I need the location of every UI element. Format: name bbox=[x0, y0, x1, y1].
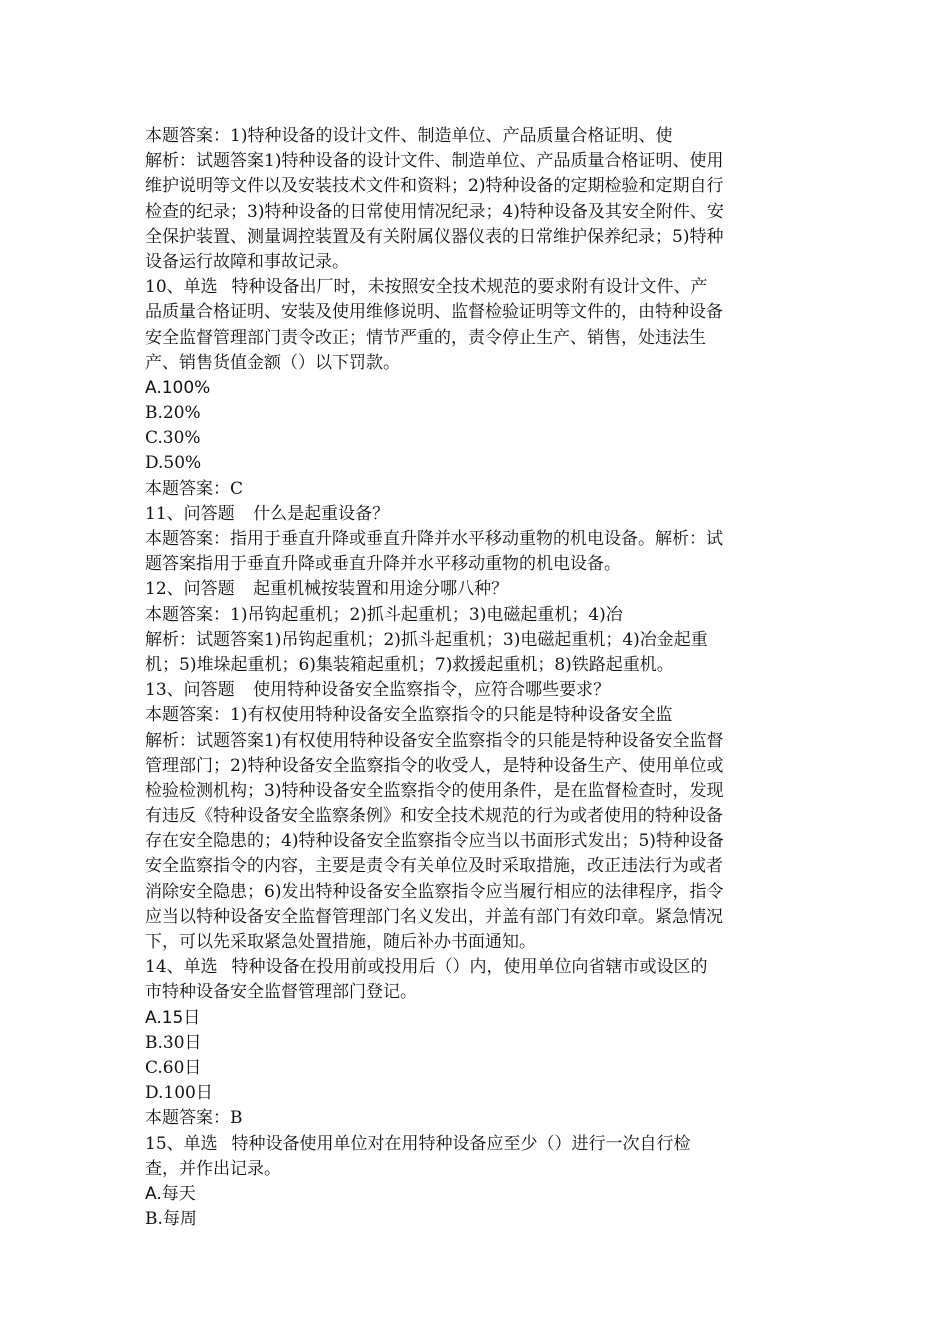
option-b: B.每周 bbox=[145, 1209, 197, 1230]
answer-line: 本题答案：指用于垂直升降或垂直升降并水平移动重物的机电设备。解析：试 bbox=[145, 529, 723, 549]
option-d: D.50% bbox=[145, 453, 202, 474]
option-c: C.30% bbox=[145, 428, 201, 449]
explanation-line: 存在安全隐患的；4)特种设备安全监察指令应当以书面形式发出；5)特种设备 bbox=[145, 831, 724, 852]
option-a: A.每天 bbox=[145, 1183, 196, 1204]
explanation-line: 下，可以先采取紧急处置措施，随后补办书面通知。 bbox=[145, 932, 536, 952]
explanation-line: 解析：试题答案1)吊钩起重机；2)抓斗起重机；3)电磁起重机；4)冶金起重 bbox=[145, 629, 708, 650]
answer-line: 本题答案：1)吊钩起重机；2)抓斗起重机；3)电磁起重机；4)冶 bbox=[145, 604, 623, 625]
question-12-line: 12、问答题 起重机械按装置和用途分哪八种？ bbox=[145, 579, 509, 600]
answer-line: 题答案指用于垂直升降或垂直升降并水平移动重物的机电设备。 bbox=[145, 554, 621, 575]
document-body bbox=[145, 124, 805, 1232]
option-b: B.30日 bbox=[145, 1032, 202, 1053]
explanation-line: 全保护装置、测量调控装置及有关附属仪器仪表的日常维护保养纪录；5)特种 bbox=[145, 226, 724, 247]
question-15-line: 查，并作出记录。 bbox=[145, 1158, 281, 1179]
explanation-line: 解析：试题答案1)有权使用特种设备安全监察指令的只能是特种设备安全监督 bbox=[145, 730, 724, 751]
question-10-line: 产、销售货值金额（）以下罚款。 bbox=[145, 352, 400, 373]
answer-line: 本题答案：1)特种设备的设计文件、制造单位、产品质量合格证明、使 bbox=[145, 126, 673, 146]
question-10-line: 品质量合格证明、安装及使用维修说明、监督检验证明等文件的，由特种设备 bbox=[145, 302, 723, 323]
explanation-line: 维护说明等文件以及安装技术文件和资料；2)特种设备的定期检验和定期自行 bbox=[145, 176, 724, 197]
option-d: D.100日 bbox=[145, 1083, 213, 1104]
question-13-line: 13、问答题 使用特种设备安全监察指令，应符合哪些要求？ bbox=[145, 680, 611, 701]
option-c: C.60日 bbox=[145, 1057, 202, 1078]
explanation-line: 有违反《特种设备安全监察条例》和安全技术规范的行为或者使用的特种设备 bbox=[145, 806, 723, 827]
answer-line: 本题答案：1)有权使用特种设备安全监察指令的只能是特种设备安全监 bbox=[145, 705, 673, 726]
explanation-line: 检验检测机构；3)特种设备安全监察指令的使用条件，是在监督检查时，发现 bbox=[145, 780, 724, 801]
option-a: A.15日 bbox=[145, 1007, 201, 1028]
explanation-line: 解析：试题答案1)特种设备的设计文件、制造单位、产品质量合格证明、使用 bbox=[145, 151, 724, 172]
explanation-line: 安全监察指令的内容，主要是责令有关单位及时采取措施，改正违法行为或者 bbox=[145, 856, 723, 877]
question-15-line: 15、单选 特种设备使用单位对在用特种设备应至少（）进行一次自行检 bbox=[145, 1133, 691, 1154]
question-11-line: 11、问答题 什么是起重设备？ bbox=[145, 503, 390, 524]
answer-line: 本题答案：C bbox=[145, 478, 244, 499]
explanation-line: 应当以特种设备安全监督管理部门名义发出，并盖有部门有效印章。紧急情况 bbox=[145, 906, 723, 927]
option-b: B.20% bbox=[145, 403, 201, 424]
explanation-line: 设备运行故障和事故记录。 bbox=[145, 251, 349, 272]
option-a: A.100% bbox=[145, 377, 211, 398]
question-14-line: 14、单选 特种设备在投用前或投用后（）内，使用单位向省辖市或设区的 bbox=[145, 957, 708, 978]
answer-line: 本题答案：B bbox=[145, 1108, 243, 1129]
explanation-line: 检查的纪录；3)特种设备的日常使用情况纪录；4)特种设备及其安全附件、安 bbox=[145, 201, 724, 222]
question-10-line: 10、单选 特种设备出厂时，未按照安全技术规范的要求附有设计文件、产 bbox=[145, 277, 708, 298]
explanation-line: 消除安全隐患；6)发出特种设备安全监察指令应当履行相应的法律程序，指令 bbox=[145, 881, 724, 902]
explanation-line: 机；5)堆垛起重机；6)集装箱起重机；7)救援起重机；8)铁路起重机。 bbox=[145, 654, 674, 675]
question-10-line: 安全监督管理部门责令改正；情节严重的，责令停止生产、销售，处违法生 bbox=[145, 327, 706, 348]
question-14-line: 市特种设备安全监督管理部门登记。 bbox=[145, 982, 417, 1003]
explanation-line: 管理部门；2)特种设备安全监察指令的收受人，是特种设备生产、使用单位或 bbox=[145, 755, 724, 776]
